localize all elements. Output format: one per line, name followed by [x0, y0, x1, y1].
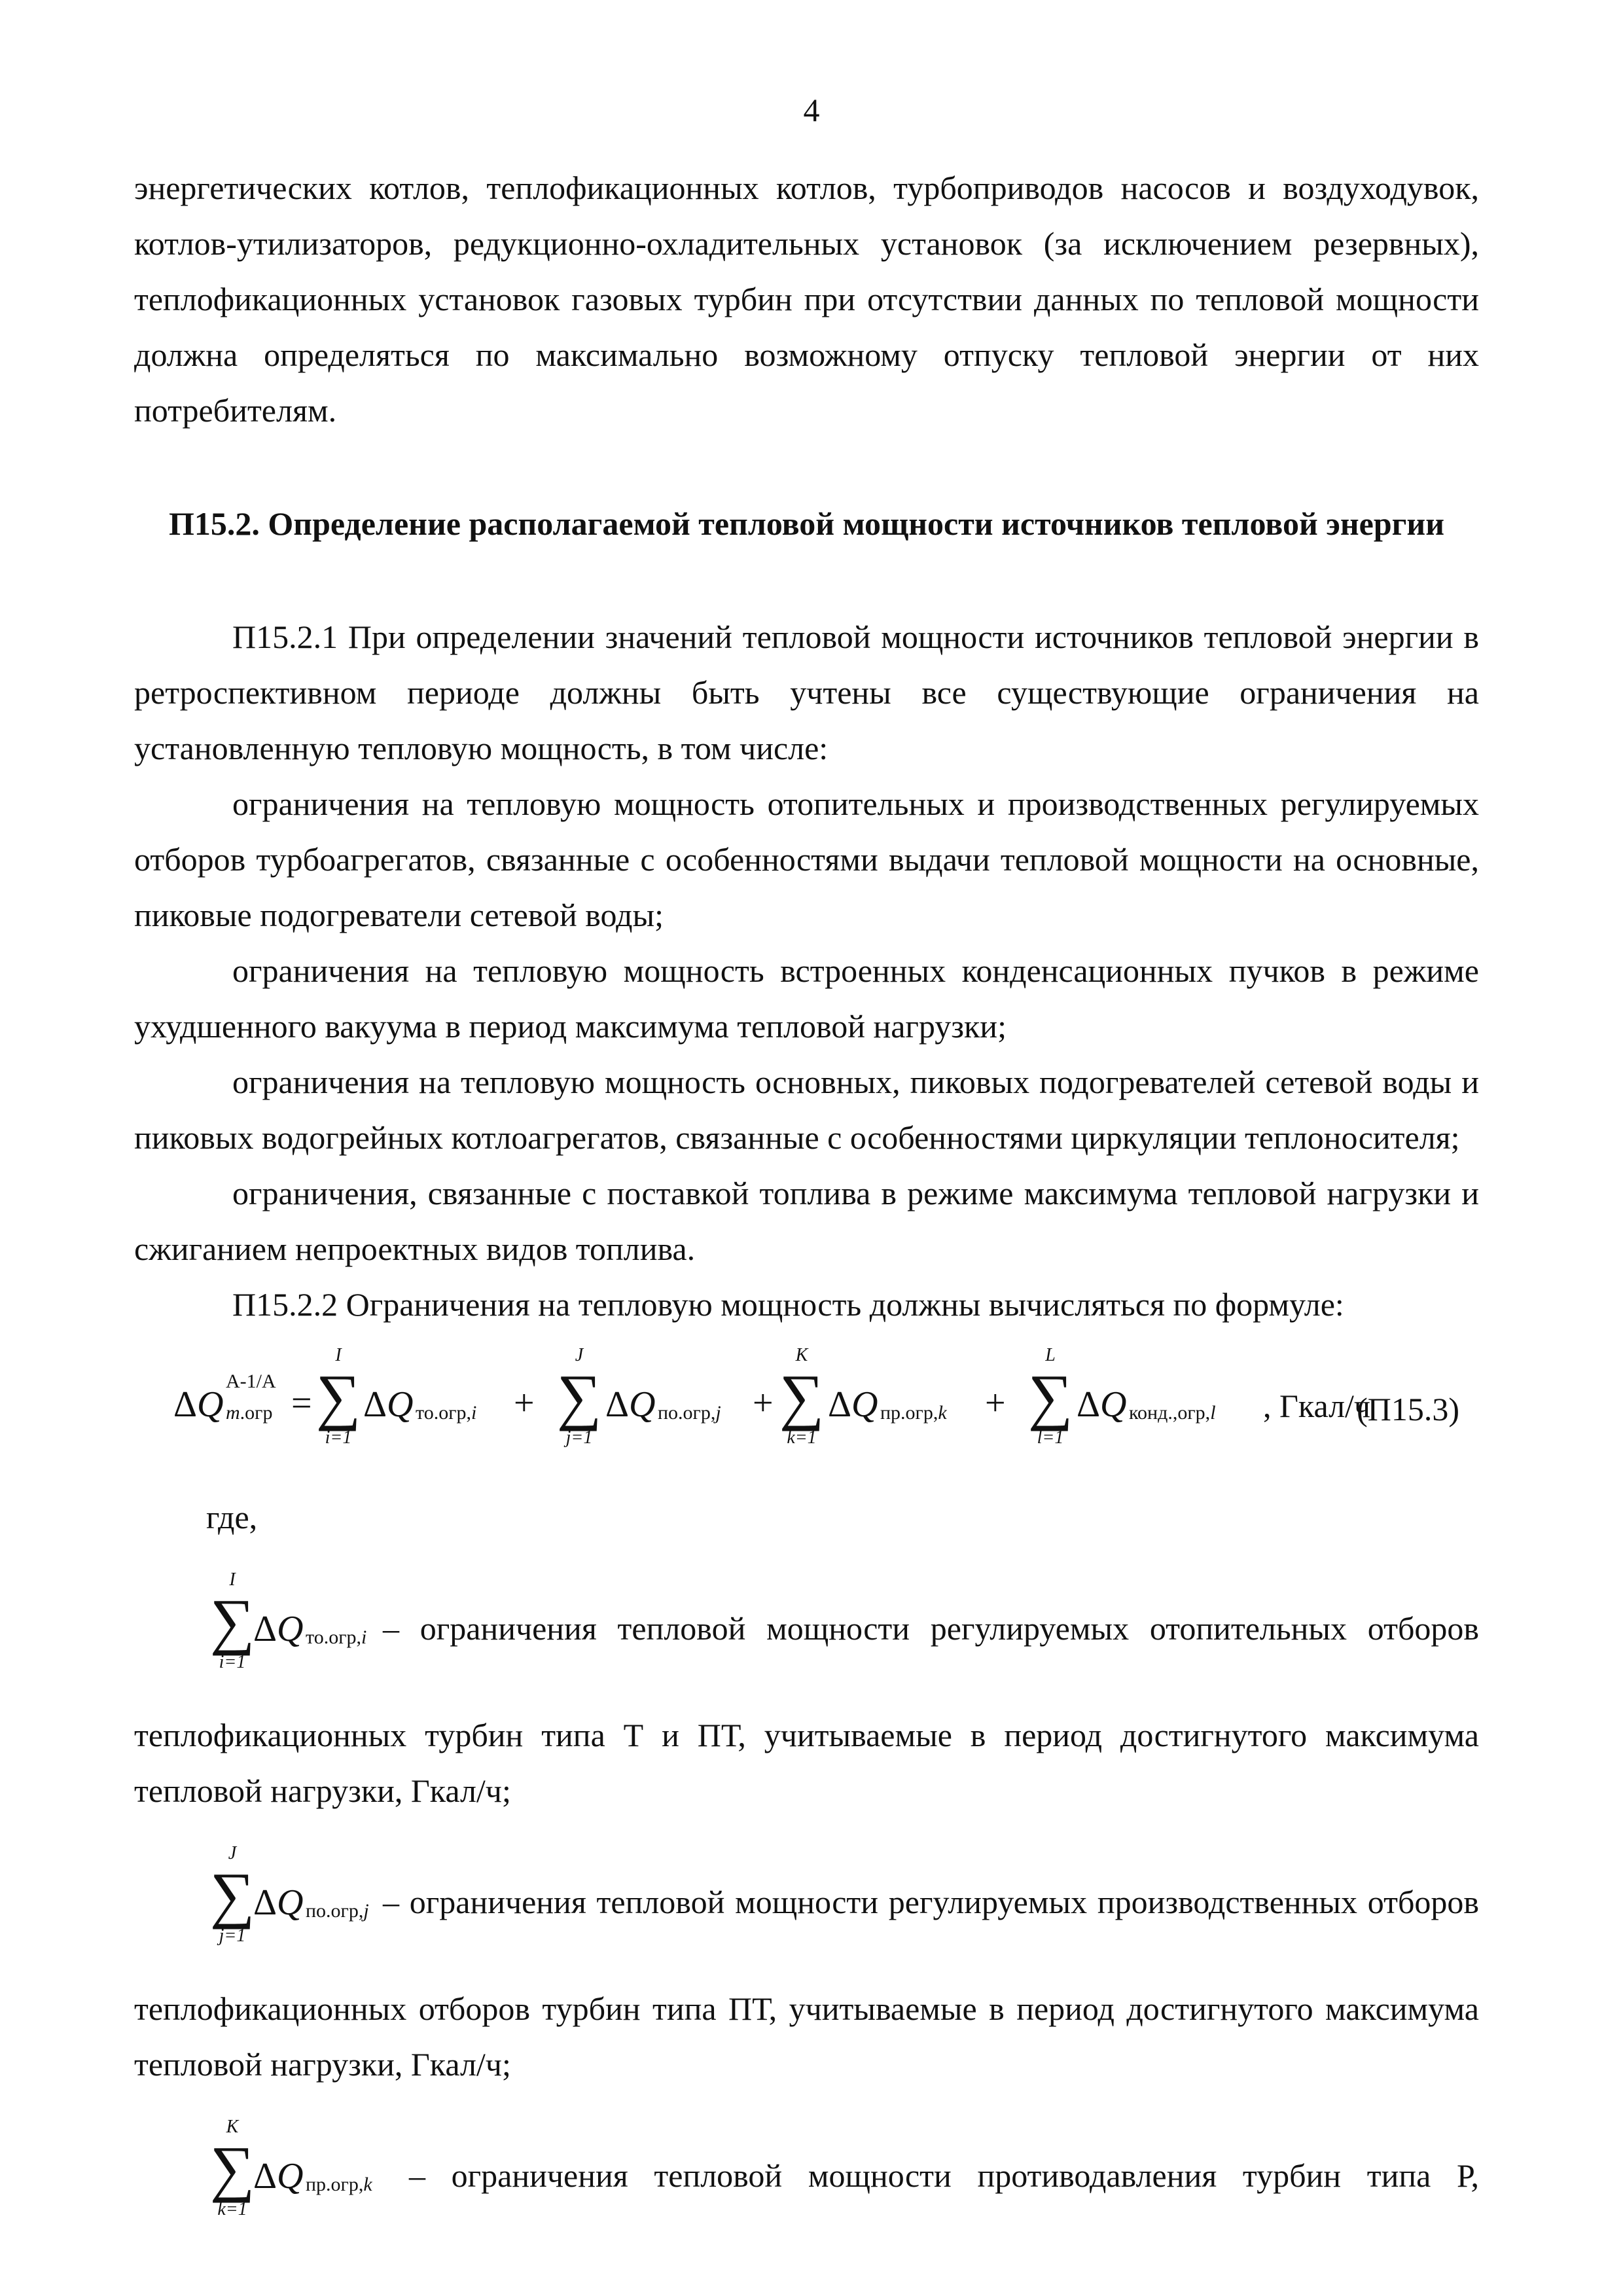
sum-sigma: J ∑ j=1	[556, 1345, 602, 1448]
formula-equals: =	[291, 1383, 312, 1424]
definition-text: – ограничения тепловой мощности регулируемых отопительных отборов	[383, 1610, 1479, 1647]
definition-text: – ограничения тепловой мощности регулируемых производственных отборов	[383, 1884, 1479, 1920]
clause-1-item: ограничения на тепловую мощность встроенных конденсационных пучков в режиме ухудшенного вакуума в период максимума тепловой нагрузки;	[134, 952, 1479, 1045]
definition-sum: K ∑ k=1 Δ Q пр.огр,k	[209, 2117, 372, 2219]
definition-sum: I ∑ i=1 Δ Q то.огр,i	[209, 1570, 367, 1672]
clause-2-lead: П15.2.2 Ограничения на тепловую мощность должны вычисляться по формуле:	[232, 1286, 1344, 1323]
definition-continuation: теплофикационных турбин типа Т и ПТ, учитываемые в период достигнутого максимума тепловой нагрузки, Гкал/ч;	[134, 1717, 1479, 1809]
formula-delta: Δ	[173, 1384, 198, 1425]
formula-unit: , Гкал/ч	[1263, 1388, 1371, 1424]
formula-lhs-sub: m.огр	[226, 1402, 273, 1424]
formula-p15-3	[134, 1346, 1479, 1470]
intro-paragraph: энергетических котлов, теплофикационных котлов, турбоприводов насосов и воздуходувок, котлов-утилизаторов, редукционно-охладительных установок (за исключением резервных), теплофикационных установок газовых турбин при отсутствии данных по тепловой мощности должна определяться по максимально возможному отпуску тепловой энергии от них потребителям.	[134, 170, 1479, 429]
sum-term: Δ Q конд.,огр,l	[1077, 1384, 1216, 1425]
formula-plus: +	[514, 1383, 535, 1424]
formula-plus: +	[753, 1383, 774, 1424]
document-body	[134, 160, 1479, 2235]
section-heading: П15.2. Определение располагаемой тепловой мощности источников тепловой энергии	[169, 505, 1444, 542]
clause-1-item: ограничения, связанные с поставкой топлива в режиме максимума тепловой нагрузки и сжиганием непроектных видов топлива.	[134, 1175, 1479, 1267]
definition-sum: J ∑ j=1 Δ Q по.огр,j	[209, 1843, 369, 1946]
clause-1-item: ограничения на тепловую мощность отопительных и производственных регулируемых отборов турбоагрегатов, связанные с особенностями выдачи тепловой мощности на основные, пиковые подогреватели сетевой воды;	[134, 785, 1479, 933]
definition-item	[134, 1570, 1479, 1819]
formula-q: Q	[197, 1384, 224, 1425]
sum-sigma: L ∑ l=1	[1027, 1345, 1073, 1448]
definition-item	[134, 2117, 1479, 2235]
sum-term: Δ Q то.огр,i	[363, 1384, 477, 1425]
definition-text: – ограничения тепловой мощности противодавления турбин типа Р,	[409, 2157, 1479, 2194]
sum-term: Δ Q по.огр,j	[605, 1384, 721, 1425]
equation-number: (П15.3)	[1357, 1391, 1459, 1427]
formula-plus: +	[985, 1383, 1006, 1424]
formula-lhs-sup: А-1/А	[226, 1371, 276, 1392]
sum-sigma: I ∑ i=1	[315, 1345, 361, 1448]
clause-1-lead: П15.2.1 При определении значений тепловой мощности источников тепловой энергии в ретроспективном периоде должны быть учтены все существующие ограничения на установленную тепловую мощность, в том числе:	[134, 619, 1479, 766]
definition-continuation: теплофикационных отборов турбин типа ПТ, учитываемые в период достигнутого максимума тепловой нагрузки, Гкал/ч;	[134, 1990, 1479, 2083]
page-number: 4	[803, 92, 820, 128]
where-label: где,	[206, 1499, 258, 1535]
clause-1-item: ограничения на тепловую мощность основных, пиковых подогревателей сетевой воды и пиковых водогрейных котлоагрегатов, связанные с особенностями циркуляции теплоносителя;	[134, 1064, 1479, 1156]
definition-item	[134, 1844, 1479, 2092]
sum-term: Δ Q пр.огр,k	[828, 1384, 947, 1425]
sum-sigma: K ∑ k=1	[779, 1345, 825, 1448]
